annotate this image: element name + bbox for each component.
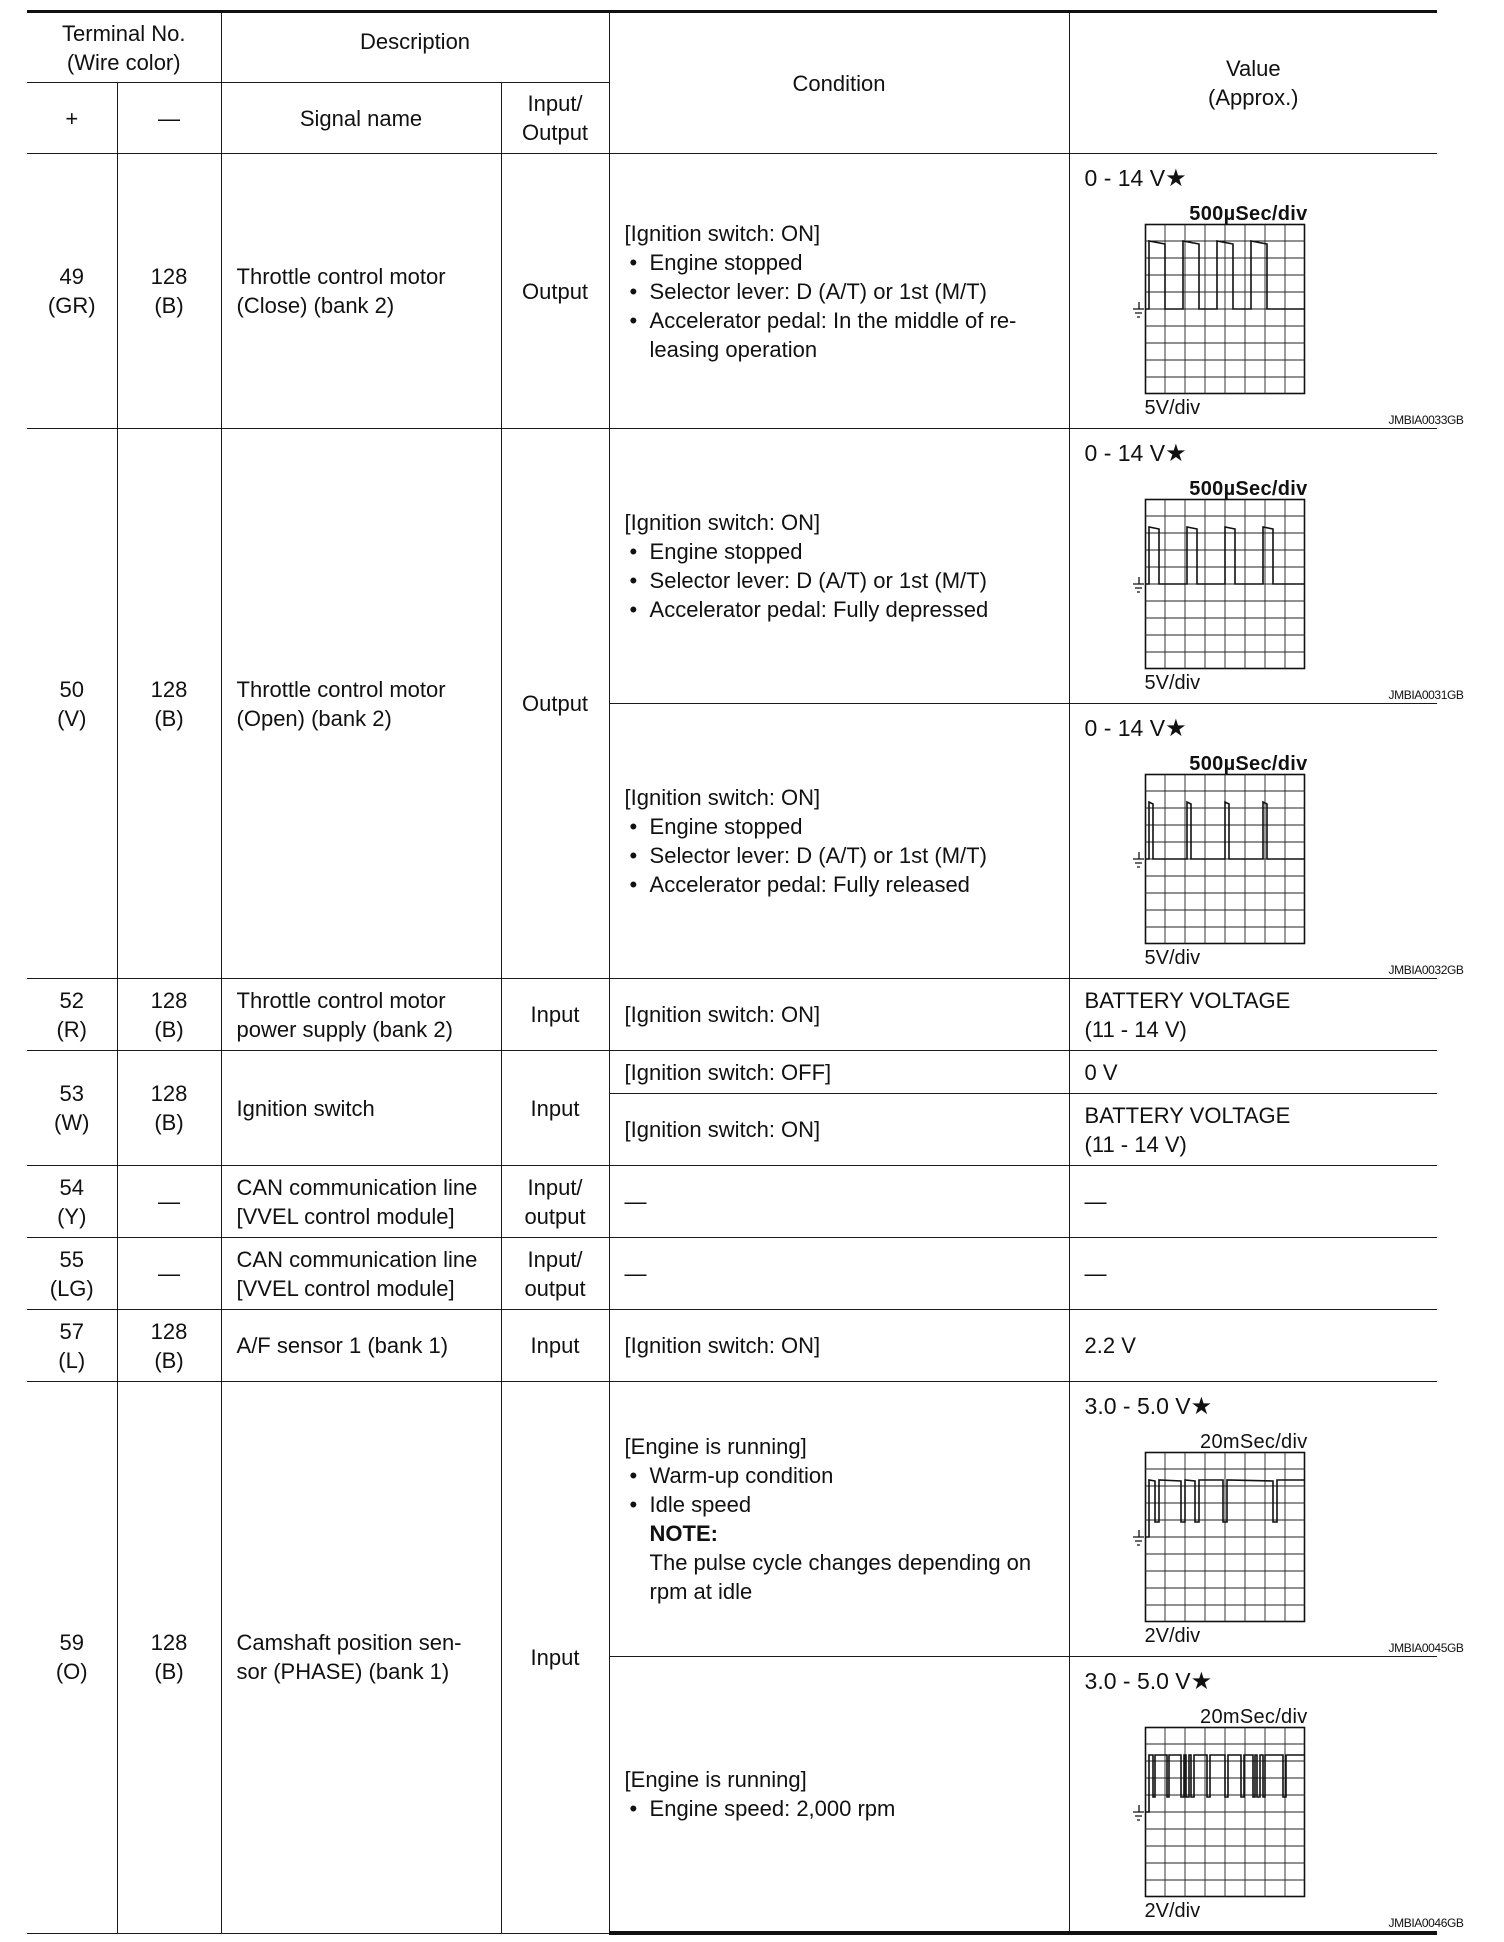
minus-terminal: — [117,1238,221,1310]
value-header [1069,12,1437,154]
terminal-no: 128 [150,1630,188,1656]
value-range: 0 - 14 V [1084,715,1166,741]
value-cell: — [1069,1166,1437,1238]
signal-line-2: [VVEL control module] [236,1203,455,1229]
signal-name [221,1166,501,1238]
wire-color: (R) [56,1016,88,1042]
condition-item: • Accelerator pedal: Fully depressed [625,595,1061,624]
figure-code: JMBIA0045GB [1388,1641,1464,1655]
io-header [501,83,609,154]
value-line-1: BATTERY VOLTAGE [1084,1102,1291,1128]
condition-item: • Selector lever: D (A/T) or 1st (M/T) [625,841,1061,870]
terminal-no: 128 [150,676,188,702]
condition-list [625,1794,1061,1823]
condition-header: Condition [609,12,1069,154]
signal-line-1: Throttle control motor [236,676,446,702]
value-line-2: (11 - 14 V) [1084,1016,1187,1042]
minus-terminal [117,154,221,429]
signal-line-1: Camshaft position sen- [236,1630,462,1656]
condition-head: [Engine is running] [624,1767,807,1792]
signal-line-1: Throttle control motor [236,264,446,289]
time-div-label: 20mSec/div [1200,1431,1308,1453]
terminal-no: 54 [59,1174,84,1200]
time-div-label: 500µSec/div [1189,478,1308,500]
star-icon: ★ [1165,165,1187,192]
value-text [1070,1657,1438,1701]
terminal-no: 49 [59,264,84,289]
value-cell [1069,979,1437,1051]
waveform-grid [1145,1727,1305,1897]
ground-icon [1133,577,1144,592]
volt-div-label: 2V/div [1144,1900,1201,1922]
condition: [Ignition switch: ON] [609,979,1069,1051]
plus-terminal [27,1051,117,1166]
approx-header-label: (Approx.) [1208,85,1299,110]
signal-line-2: [VVEL control module] [236,1275,455,1301]
scope-grid [1133,1727,1305,1897]
condition-item: • Engine speed: 2,000 rpm [625,1794,1061,1823]
condition [609,1657,1069,1934]
time-div-label: 500µSec/div [1189,753,1308,775]
oscilloscope [1120,1701,1464,1931]
terminal-no: 128 [150,264,188,289]
table-row-53 [27,1051,1437,1094]
terminal-spec-table-page [27,10,1464,1935]
ground-icon [1133,302,1144,317]
terminal-no: 128 [150,1081,188,1106]
wire-color: (B) [154,1659,184,1685]
volt-div-label: 5V/div [1144,672,1201,694]
minus-header: — [117,83,221,154]
star-icon: ★ [1165,440,1187,467]
value-cell [1069,704,1464,979]
terminal-no: 59 [59,1630,84,1656]
condition-list [625,1461,1061,1519]
signal-name [221,1238,501,1310]
condition [609,1382,1069,1657]
condition-list [625,248,1061,364]
table-row-57 [27,1310,1437,1382]
condition: — [609,1238,1069,1310]
wire-color: (W) [54,1110,90,1135]
waveform-grid [1145,1452,1305,1622]
terminal-no: 128 [150,987,188,1013]
minus-terminal [117,1382,221,1934]
value-text [1070,429,1438,473]
plus-terminal [27,154,117,429]
waveform-grid [1145,224,1305,394]
table-row-55 [27,1238,1437,1310]
wire-color: (GR) [47,293,96,318]
condition [609,154,1069,429]
volt-div-label: 2V/div [1144,1625,1201,1647]
figure-code: JMBIA0046GB [1388,1916,1464,1930]
terminal-no: 53 [59,1081,84,1106]
value-text [1070,1382,1438,1426]
value-range: 0 - 14 V [1084,165,1166,191]
condition: [Ignition switch: OFF] [609,1051,1069,1094]
condition [609,429,1069,704]
condition-list [625,812,1061,899]
io-header-l2: Output [522,120,589,145]
value-cell [1069,1094,1437,1166]
waveform-trace [1145,527,1305,584]
wire-color: (O) [55,1659,88,1685]
wire-color: (B) [154,705,184,731]
figure-code: JMBIA0033GB [1388,413,1464,427]
ground-icon [1133,1530,1144,1545]
value-cell [1069,1657,1464,1934]
condition-item: • Engine stopped [625,248,1061,277]
io-line-1: Input/ [527,1246,583,1272]
note-label: NOTE: [649,1521,718,1546]
value-cell [1069,154,1464,429]
ground-icon [1133,852,1144,867]
signal-name [221,1382,501,1934]
value-range: 3.0 - 5.0 V [1084,1668,1191,1694]
terminal-header [27,12,221,83]
wire-color: (B) [154,293,184,318]
minus-terminal [117,1310,221,1382]
value-range: 3.0 - 5.0 V [1084,1393,1191,1419]
terminal-no: 52 [59,987,84,1013]
signal-name [221,154,501,429]
signal-name [221,979,501,1051]
value-text [1070,704,1438,748]
condition [609,704,1069,979]
signal-line-2: (Close) (bank 2) [236,293,395,318]
io-type: Input [501,1382,609,1934]
condition-item: • Selector lever: D (A/T) or 1st (M/T) [625,566,1061,595]
table-row-49 [27,154,1437,429]
oscilloscope [1120,473,1464,703]
signal-line-2: (Open) (bank 2) [236,705,392,731]
io-type: Output [501,429,609,979]
condition-item: • Warm-up condition [625,1461,1061,1490]
plus-terminal [27,1310,117,1382]
table-row-52 [27,979,1437,1051]
io-type: Output [501,154,609,429]
figure-code: JMBIA0032GB [1388,963,1464,977]
plus-terminal [27,979,117,1051]
star-icon: ★ [1190,1668,1213,1695]
signal-line-1: Throttle control motor [236,987,446,1013]
minus-terminal: — [117,1166,221,1238]
table-row-50 [27,429,1437,704]
condition-item: • Accelerator pedal: Fully released [625,870,1061,899]
terminal-no: 55 [59,1246,84,1272]
oscilloscope [1120,748,1464,978]
figure-code: JMBIA0031GB [1388,688,1464,702]
condition-list [625,537,1061,624]
terminal-no: 57 [59,1318,84,1344]
terminal-no: 128 [150,1318,188,1344]
description-header: Description [221,12,609,83]
signal-name [221,429,501,979]
ground-icon [1133,1805,1144,1820]
condition-head: [Engine is running] [624,1434,807,1459]
io-type [501,1238,609,1310]
oscilloscope [1120,198,1464,428]
signal-name-header: Signal name [221,83,501,154]
volt-div-label: 5V/div [1144,397,1201,419]
star-icon: ★ [1165,715,1187,742]
io-line-2: output [524,1275,586,1301]
wire-color: (V) [57,705,87,731]
condition: — [609,1166,1069,1238]
value-cell [1069,429,1464,704]
condition-item: • Engine stopped [625,812,1061,841]
header-row-1 [27,12,1437,83]
condition: [Ignition switch: ON] [609,1094,1069,1166]
minus-terminal [117,979,221,1051]
condition-head: [Ignition switch: ON] [624,220,821,246]
waveform-trace [1145,802,1305,859]
minus-terminal [117,429,221,979]
io-line-1: Input/ [527,1174,583,1200]
signal-line-1: CAN communication line [236,1174,478,1200]
wire-color: (L) [58,1347,86,1373]
io-type: Input [501,1310,609,1382]
oscilloscope [1120,1426,1464,1656]
signal-line-2: power supply (bank 2) [236,1016,453,1042]
condition-head: [Ignition switch: ON] [624,510,821,535]
value-cell: 0 V [1069,1051,1437,1094]
star-icon: ★ [1190,1393,1213,1420]
wire-color: (B) [154,1347,184,1373]
scope-grid [1133,1452,1305,1622]
waveform-grid [1145,774,1305,944]
volt-div-label: 5V/div [1144,947,1201,969]
terminal-no: 50 [59,676,84,702]
condition-item: • Idle speed [625,1490,1061,1519]
plus-terminal [27,1166,117,1238]
io-type: Input [501,979,609,1051]
condition-item: • Accelerator pedal: In the middle of re-leasing operation [625,306,1061,364]
plus-terminal [27,429,117,979]
plus-terminal [27,1382,117,1934]
io-header-l1: Input/ [527,91,583,116]
wire-color-header-label: (Wire color) [66,49,181,75]
note-text: The pulse cycle changes depending on rpm at idle [649,1550,1032,1604]
condition-item: • Engine stopped [625,537,1061,566]
time-div-label: 20mSec/div [1200,1706,1308,1728]
value-cell [1069,1382,1464,1657]
condition-item: • Selector lever: D (A/T) or 1st (M/T) [625,277,1061,306]
wire-color: (B) [154,1110,184,1135]
value-cell: 2.2 V [1069,1310,1437,1382]
terminal-spec-table [27,10,1464,1935]
time-div-label: 500µSec/div [1189,203,1308,225]
value-cell: — [1069,1238,1437,1310]
value-header-label: Value [1225,56,1281,81]
wire-color: (LG) [49,1275,94,1301]
signal-name: A/F sensor 1 (bank 1) [221,1310,501,1382]
value-line-1: BATTERY VOLTAGE [1084,987,1291,1013]
terminal-header-label: Terminal No. [62,20,186,46]
plus-header: + [27,83,117,154]
signal-name: Ignition switch [221,1051,501,1166]
io-type [501,1166,609,1238]
waveform-grid [1145,499,1305,669]
value-range: 0 - 14 V [1084,440,1166,466]
io-type: Input [501,1051,609,1166]
signal-line-2: sor (PHASE) (bank 1) [236,1659,450,1685]
wire-color: (Y) [57,1203,87,1229]
value-line-2: (11 - 14 V) [1084,1131,1187,1157]
condition-head: [Ignition switch: ON] [624,785,821,810]
condition: [Ignition switch: ON] [609,1310,1069,1382]
io-line-2: output [524,1203,586,1229]
plus-terminal [27,1238,117,1310]
signal-line-1: CAN communication line [236,1246,478,1272]
wire-color: (B) [154,1016,184,1042]
table-row-59 [27,1382,1437,1657]
value-text [1070,154,1438,198]
minus-terminal [117,1051,221,1166]
table-row-54 [27,1166,1437,1238]
